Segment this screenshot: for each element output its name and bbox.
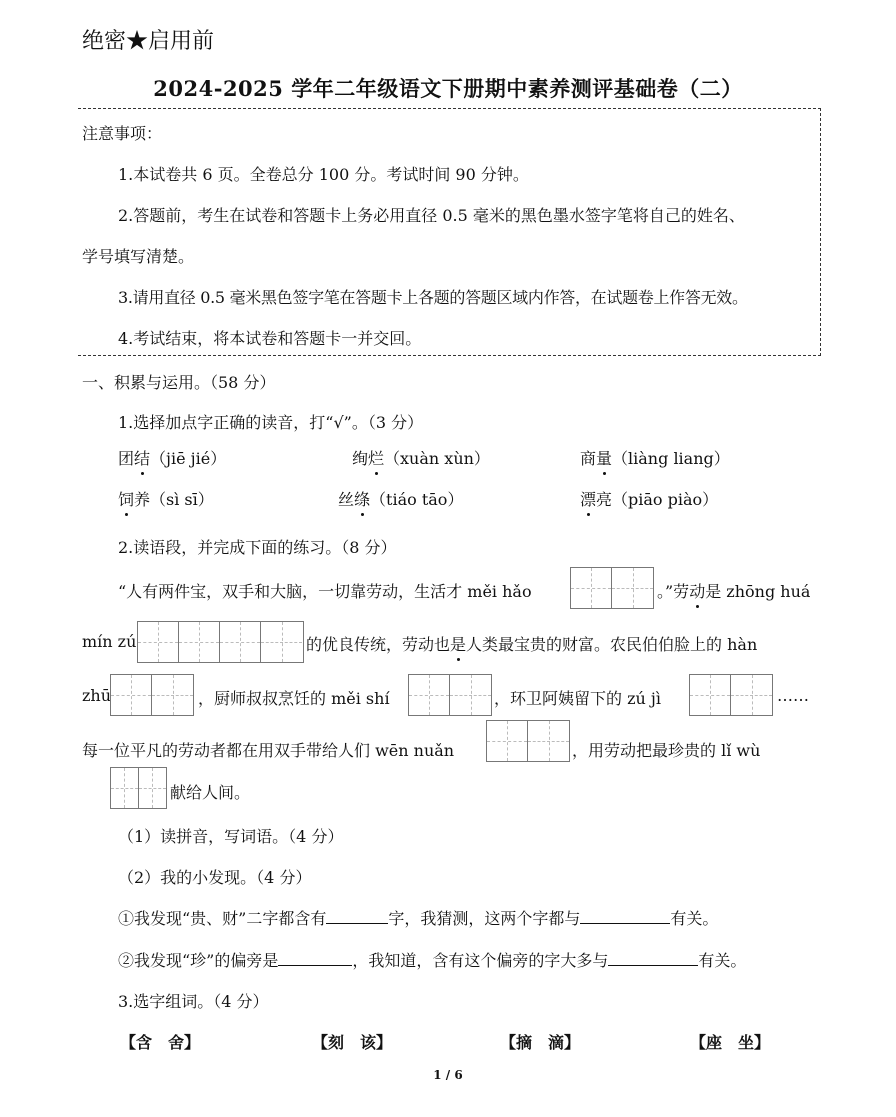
q2-sub-1: （1）读拼音，写词语。（4 分） — [118, 827, 344, 846]
blank-finding-1b[interactable] — [580, 907, 670, 924]
notice-item-2-cont: 学号填写清楚。 — [82, 247, 195, 266]
q1-item-2: 绚烂（xuàn xùn） — [352, 446, 490, 469]
section-1-heading: 一、积累与运用。（58 分） — [82, 373, 276, 392]
q2-line-4-end: ，用劳动把最珍贵的 lǐ wù — [572, 741, 761, 760]
answer-grid-mei-shi[interactable] — [408, 674, 492, 716]
notice-item-4: 4.考试结束，将本试卷和答题卡一并交回。 — [118, 329, 422, 348]
notice-item-1: 1.本试卷共 6 页。全卷总分 100 分。考试时间 90 分钟。 — [118, 165, 529, 184]
answer-grid-zu-ji[interactable] — [689, 674, 773, 716]
q2-prompt: 2.读语段，并完成下面的练习。（8 分） — [118, 538, 397, 557]
q2-line-1: “人有两件宝，双手和大脑，一切靠劳动，生活才 měi hǎo — [118, 582, 532, 601]
answer-grid-li-wu[interactable] — [110, 767, 167, 809]
q1-item-4: 饲养（sì sī） — [118, 487, 214, 510]
q3-group-2: 【刻 该】 — [312, 1033, 393, 1052]
notice-item-2: 2.答题前，考生在试卷和答题卡上务必用直径 0.5 毫米的黑色墨水签字笔将自己的姓名、 — [118, 206, 745, 225]
answer-grid-mei-hao[interactable] — [570, 567, 654, 609]
q1-item-6: 漂亮（piāo piào） — [580, 487, 718, 510]
q2-sub-2: （2）我的小发现。（4 分） — [118, 868, 312, 887]
notice-box — [78, 108, 821, 356]
notice-item-3: 3.请用直径 0.5 毫米黑色签字笔在答题卡上各题的答题区域内作答，在试题卷上作答无效。 — [118, 288, 748, 307]
q2-line-3-mid: ，厨师叔叔烹饪的 měi shí — [198, 689, 390, 708]
answer-grid-zhong-hua-min-zu[interactable] — [137, 621, 304, 663]
q3-group-1: 【含 舍】 — [120, 1033, 201, 1052]
blank-finding-2a[interactable] — [278, 949, 352, 966]
q2-line-4-start: 每一位平凡的劳动者都在用双手带给人们 wēn nuǎn — [82, 741, 455, 760]
q2-line-2-end: 的优良传统，劳动也是人类最宝贵的财富。农民伯伯脸上的 hàn — [306, 632, 757, 655]
answer-grid-wen-nuan[interactable] — [486, 720, 570, 762]
secret-mark: 绝密★启用前 — [82, 29, 215, 54]
q1-item-3: 商量（liàng liang） — [580, 446, 730, 469]
q2-finding-1: ①我发现“贵、财”二字都含有 字，我猜测，这两个字都与 有关。 — [118, 909, 719, 928]
q2-line-3-end: …… — [777, 686, 809, 705]
q2-line-2-start: mín zú — [82, 632, 137, 651]
q3-group-3: 【摘 滴】 — [500, 1033, 581, 1052]
q2-finding-2: ②我发现“珍”的偏旁是 ，我知道，含有这个偏旁的字大多与 有关。 — [118, 951, 747, 970]
q2-line-3-mid2: ，环卫阿姨留下的 zú jì — [494, 689, 661, 708]
exam-title: 2024-2025 学年二年级语文下册期中素养测评基础卷（二） — [153, 76, 743, 101]
blank-finding-1a[interactable] — [326, 907, 388, 924]
q3-prompt: 3.选字组词。（4 分） — [118, 992, 269, 1011]
q2-line-5: 献给人间。 — [170, 783, 251, 802]
answer-grid-han-zhu[interactable] — [110, 674, 194, 716]
q3-group-4: 【座 坐】 — [690, 1033, 771, 1052]
notice-heading: 注意事项： — [82, 124, 163, 143]
blank-finding-2b[interactable] — [608, 949, 698, 966]
q1-item-1: 团结（jiē jié） — [118, 446, 226, 469]
q1-prompt: 1.选择加点字正确的读音，打“√”。（3 分） — [118, 413, 424, 432]
q1-item-5: 丝绦（tiáo tāo） — [338, 487, 463, 510]
q2-line-3-start: zhū — [82, 686, 112, 705]
q2-line-1-end: 。”劳动是 zhōng huá — [657, 579, 810, 602]
page-number: 1 / 6 — [433, 1068, 463, 1082]
